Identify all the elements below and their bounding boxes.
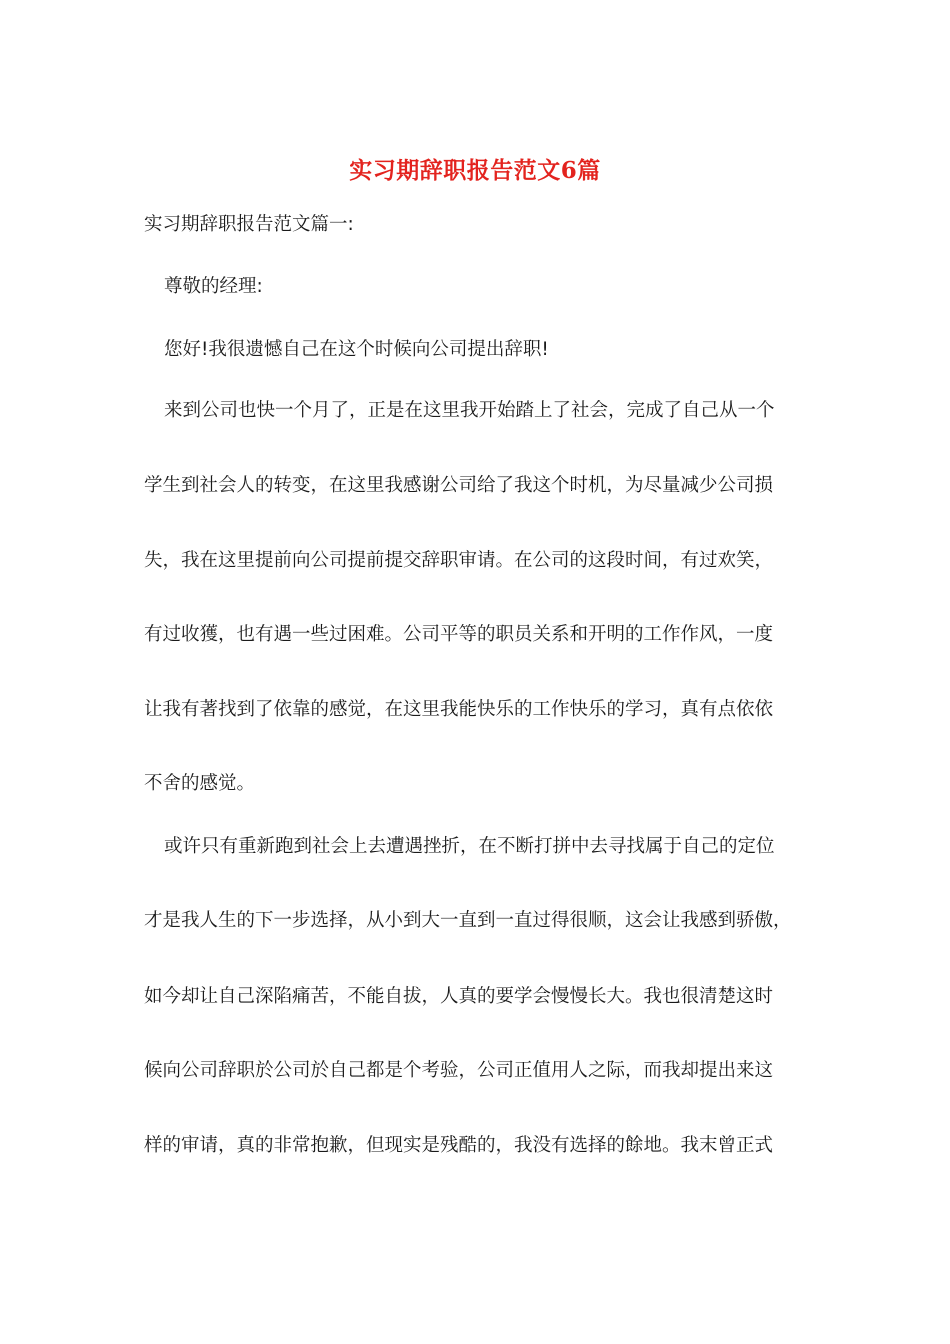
paragraph-line: 来到公司也快一个月了，正是在这里我开始踏上了社会，完成了自己从一个 — [164, 400, 775, 421]
paragraph-line: 学生到社会人的转变，在这里我感谢公司给了我这个时机，为尽量减少公司损 — [144, 475, 774, 496]
document-title: 实习期辞职报告范文6篇 — [349, 157, 601, 184]
paragraph-line: 或许只有重新跑到社会上去遭遇挫折，在不断打拼中去寻找属于自己的定位 — [164, 836, 775, 857]
salutation: 尊敬的经理: — [164, 276, 263, 297]
paragraph-line: 失，我在这里提前向公司提前提交辞职审请。在公司的这段时间，有过欢笑， — [144, 550, 774, 571]
paragraph-line: 才是我人生的下一步选择，从小到大一直到一直过得很顺，这会让我感到骄傲， — [144, 910, 792, 931]
greeting-line: 您好!我很遗憾自己在这个时候向公司提出辞职! — [164, 339, 549, 360]
paragraph-line: 候向公司辞职於公司於自己都是个考验，公司正值用人之际，而我却提出来这 — [144, 1060, 774, 1081]
paragraph-line: 有过收獲，也有遇一些过困难。公司平等的职员关系和开明的工作作风，一度 — [144, 624, 774, 645]
paragraph-line: 让我有著找到了依靠的感觉，在这里我能快乐的工作快乐的学习，真有点依依 — [144, 699, 774, 720]
paragraph-line: 不舍的感觉。 — [144, 773, 256, 794]
paragraph-line: 如今却让自己深陷痛苦，不能自拔，人真的要学会慢慢长大。我也很清楚这时 — [144, 986, 774, 1007]
section-heading: 实习期辞职报告范文篇一: — [144, 214, 354, 235]
paragraph-line: 样的审请，真的非常抱歉，但现实是残酷的，我没有选择的餘地。我末曾正式 — [144, 1135, 774, 1156]
